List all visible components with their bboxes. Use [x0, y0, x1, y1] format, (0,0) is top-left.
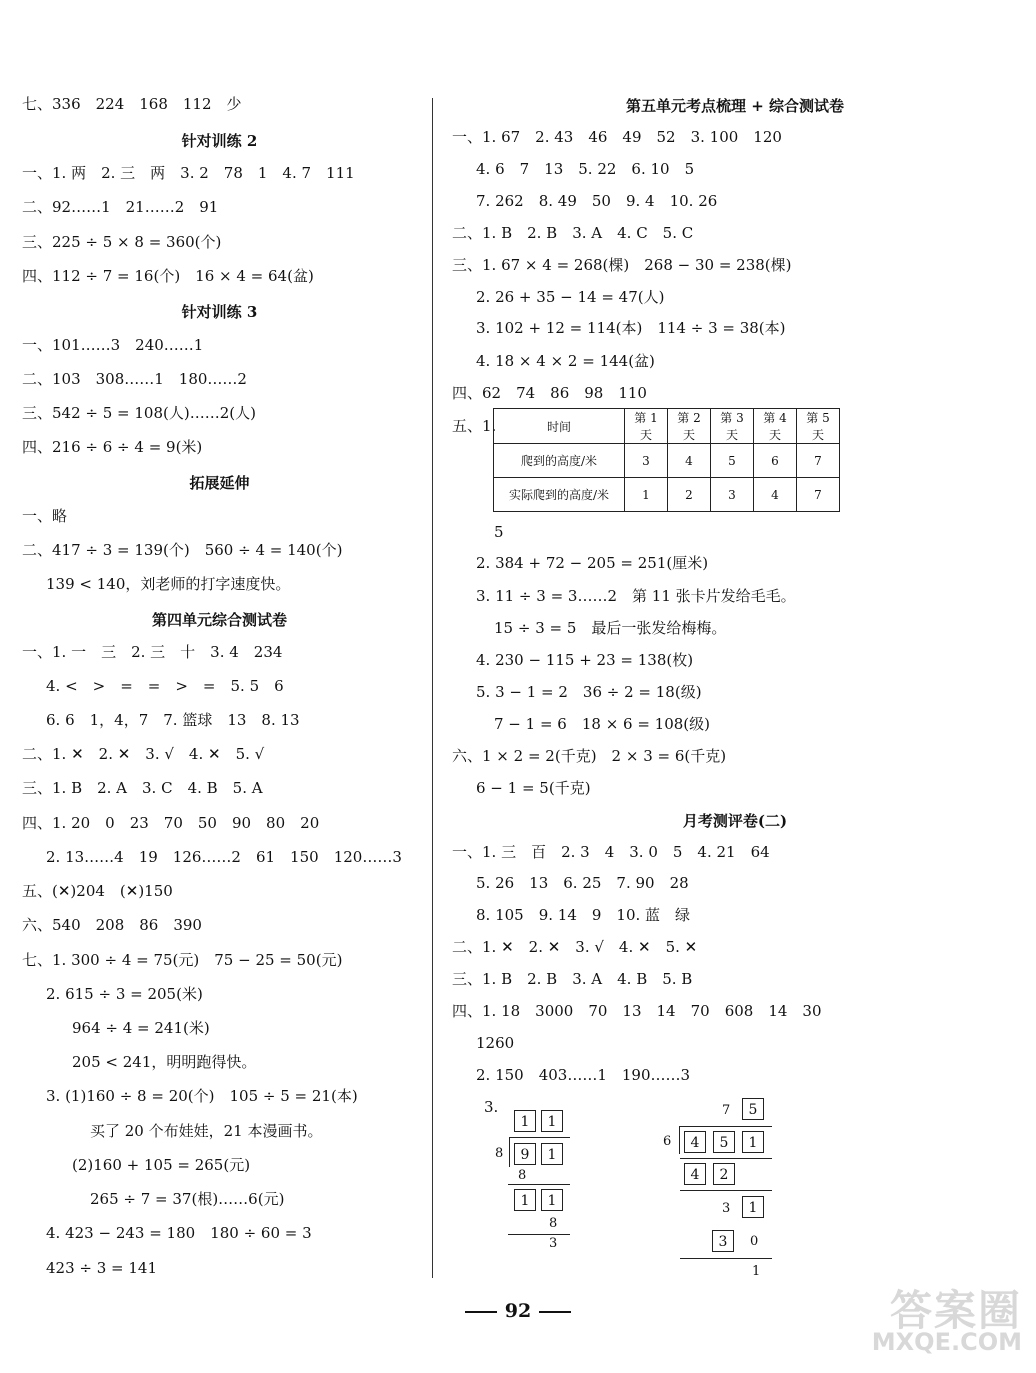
- answer-line: 4. 18 × 4 × 2 = 144(盆): [476, 352, 655, 370]
- answer-line: 5. 3 − 1 = 2 36 ÷ 2 = 18(级): [476, 683, 702, 701]
- answer-line: 四、216 ÷ 6 ÷ 4 = 9(米): [22, 438, 203, 456]
- product-digit: 0: [750, 1234, 759, 1249]
- section-title: 拓展延伸: [189, 474, 250, 492]
- table-cell: 7: [797, 444, 840, 478]
- table-row: [494, 478, 840, 512]
- divisor: 6: [663, 1134, 672, 1149]
- remainder-digit: 3: [722, 1201, 731, 1216]
- answer-line: 3. 11 ÷ 3 = 3……2 第 11 张卡片发给毛毛。: [476, 587, 796, 605]
- answer-line: 一、1. 一 三 2. 三 十 3. 4 234: [22, 643, 283, 661]
- product-box: 3: [712, 1230, 734, 1252]
- table-row: [494, 444, 840, 478]
- table-cell: 2: [668, 478, 711, 512]
- answer-line: 一、101……3 240……1: [22, 336, 204, 354]
- table-cell: 实际爬到的高度/米: [494, 478, 625, 512]
- answer-line: 4. 423 − 243 = 180 180 ÷ 60 = 3: [46, 1224, 312, 1242]
- answer-line: 205 < 241，明明跑得快。: [72, 1053, 257, 1071]
- answer-line: 一、1. 67 2. 43 46 49 52 3. 100 120: [452, 128, 782, 146]
- division-line: [508, 1234, 570, 1235]
- answer-line: 二、1. B 2. B 3. A 4. C 5. C: [452, 224, 694, 242]
- answer-line: 2. 150 403……1 190……3: [476, 1066, 691, 1084]
- climb-table: [493, 408, 840, 512]
- answer-line: 二、1. ✕ 2. ✕ 3. √ 4. ✕ 5. √: [22, 745, 265, 763]
- answer-line: 一、1. 三 百 2. 3 4 3. 0 5 4. 21 64: [452, 843, 770, 861]
- answer-line: 三、1. 67 × 4 = 268(棵) 268 − 30 = 238(棵): [452, 256, 792, 274]
- section-title: 针对训练 3: [181, 303, 258, 321]
- quotient-box: 5: [742, 1098, 764, 1120]
- answer-line: 964 ÷ 4 = 241(米): [72, 1019, 210, 1037]
- answer-line: 二、417 ÷ 3 = 139(个) 560 ÷ 4 = 140(个): [22, 541, 343, 559]
- remainder: 3: [549, 1236, 558, 1251]
- dividend-box: 5: [713, 1131, 735, 1153]
- answer-line: (2)160 + 105 = 265(元): [72, 1156, 251, 1174]
- answer-line: 3. (1)160 ÷ 8 = 20(个) 105 ÷ 5 = 21(本): [46, 1087, 358, 1105]
- answer-line: 139 < 140，刘老师的打字速度快。: [46, 575, 291, 593]
- section-title: 第五单元考点梳理 + 综合测试卷: [625, 97, 844, 115]
- table-cell: 5: [711, 444, 754, 478]
- section-title: 月考测评卷(二): [682, 812, 788, 830]
- column-divider: [432, 98, 433, 1278]
- dividend-box: 9: [514, 1143, 536, 1165]
- answer-line: 6 − 1 = 5(千克): [476, 779, 591, 797]
- answer-line: 7 − 1 = 6 18 × 6 = 108(级): [494, 715, 711, 733]
- answer-line: 2. 384 + 72 − 205 = 251(厘米): [476, 554, 709, 572]
- answer-line: 五、1.: [452, 417, 497, 435]
- table-cell: 4: [754, 478, 797, 512]
- answer-line: 二、103 308……1 180……2: [22, 370, 247, 388]
- watermark-logo: [840, 1278, 1030, 1368]
- dividend-box: 1: [742, 1131, 764, 1153]
- answer-line: 四、1. 18 3000 70 13 14 70 608 14 30: [452, 1002, 822, 1020]
- answer-line: 5. 26 13 6. 25 7. 90 28: [476, 874, 689, 892]
- table-header-row: [494, 409, 840, 444]
- page-number-dash: [465, 1311, 497, 1313]
- table-cell: 3: [711, 478, 754, 512]
- subtrahend: 8: [518, 1168, 527, 1183]
- answer-line: 8. 105 9. 14 9 10. 蓝 绿: [476, 906, 691, 924]
- answer-line: 四、62 74 86 98 110: [452, 384, 647, 402]
- table-header-cell: 第 2 天: [668, 409, 711, 444]
- table-cell: 1: [625, 478, 668, 512]
- dividend-box: 1: [541, 1143, 563, 1165]
- division-line: [508, 1184, 570, 1185]
- answer-line: 一、1. 两 2. 三 两 3. 2 78 1 4. 7 111: [22, 164, 355, 182]
- answer-line: 三、225 ÷ 5 × 8 = 360(个): [22, 233, 222, 251]
- subtrahend: 8: [549, 1216, 558, 1231]
- answer-line: 三、1. B 2. A 3. C 4. B 5. A: [22, 779, 263, 797]
- table-cell: 4: [668, 444, 711, 478]
- answer-line: 3.: [484, 1098, 499, 1116]
- answer-line: 7. 262 8. 49 50 9. 4 10. 26: [476, 192, 718, 210]
- product-box: 2: [713, 1163, 735, 1185]
- watermark-url: MXQE.COM: [871, 1328, 1022, 1356]
- division-bar: [680, 1126, 772, 1127]
- answer-line: 5: [494, 523, 504, 541]
- answer-line: 二、1. ✕ 2. ✕ 3. √ 4. ✕ 5. ✕: [452, 938, 698, 956]
- remainder-box: 1: [541, 1189, 563, 1211]
- answer-line: 4. < > = = > = 5. 5 6: [46, 677, 284, 695]
- answer-line: 1260: [476, 1034, 515, 1052]
- table-header-cell: 时间: [494, 409, 625, 444]
- answer-line: 一、略: [22, 507, 68, 525]
- answer-line: 6. 6 1，4，7 7. 篮球 13 8. 13: [46, 711, 300, 729]
- table-header-cell: 第 5 天: [797, 409, 840, 444]
- answer-line: 2. 13……4 19 126……2 61 150 120……3: [46, 848, 402, 866]
- answer-line: 六、1 × 2 = 2(千克) 2 × 3 = 6(千克): [452, 747, 727, 765]
- division-bracket: [509, 1137, 510, 1167]
- table-header-cell: 第 1 天: [625, 409, 668, 444]
- page-number-text: 92: [504, 1300, 532, 1322]
- answer-line: 265 ÷ 7 = 37(根)……6(元): [90, 1190, 285, 1208]
- division-bracket: [679, 1126, 680, 1154]
- answer-line: 六、540 208 86 390: [22, 916, 202, 934]
- answer-line: 买了 20 个布娃娃，21 本漫画书。: [90, 1122, 323, 1140]
- section-title: 第四单元综合测试卷: [151, 611, 287, 629]
- division-bar: [510, 1137, 570, 1138]
- answer-line: 2. 26 + 35 − 14 = 47(人): [476, 288, 665, 306]
- division-line: [680, 1190, 772, 1191]
- remainder: 1: [752, 1264, 761, 1279]
- product-box: 4: [684, 1163, 706, 1185]
- divisor: 8: [495, 1146, 504, 1161]
- table-cell: 爬到的高度/米: [494, 444, 625, 478]
- answer-line: 15 ÷ 3 = 5 最后一张发给梅梅。: [494, 619, 727, 637]
- answer-line: 三、542 ÷ 5 = 108(人)……2(人): [22, 404, 256, 422]
- table-cell: 3: [625, 444, 668, 478]
- dividend-box: 4: [684, 1131, 706, 1153]
- remainder-box: 1: [514, 1189, 536, 1211]
- section-title: 针对训练 2: [181, 132, 258, 150]
- table-header-cell: 第 4 天: [754, 409, 797, 444]
- answer-line: 3. 102 + 12 = 114(本) 114 ÷ 3 = 38(本): [476, 319, 786, 337]
- remainder-box: 1: [742, 1196, 764, 1218]
- answer-line: 七、1. 300 ÷ 4 = 75(元) 75 − 25 = 50(元): [22, 951, 343, 969]
- watermark-text: 答案圈: [889, 1286, 1022, 1335]
- answer-line: 423 ÷ 3 = 141: [46, 1259, 158, 1277]
- division-line: [680, 1258, 772, 1259]
- division-line: [680, 1158, 772, 1159]
- page-number-dash: [539, 1311, 571, 1313]
- table-header-cell: 第 3 天: [711, 409, 754, 444]
- answer-line: 七、336 224 168 112 少: [22, 95, 242, 113]
- table-cell: 7: [797, 478, 840, 512]
- answer-line: 4. 230 − 115 + 23 = 138(枚): [476, 651, 694, 669]
- answer-line: 二、92……1 21……2 91: [22, 198, 219, 216]
- quotient-box: 1: [541, 1110, 563, 1132]
- answer-line: 2. 615 ÷ 3 = 205(米): [46, 985, 203, 1003]
- answer-line: 三、1. B 2. B 3. A 4. B 5. B: [452, 970, 693, 988]
- answer-line: 四、1. 20 0 23 70 50 90 80 20: [22, 814, 320, 832]
- answer-line: 五、(✕)204 (✕)150: [22, 882, 173, 900]
- answer-line: 四、112 ÷ 7 = 16(个) 16 × 4 = 64(盆): [22, 267, 314, 285]
- quotient-box: 1: [514, 1110, 536, 1132]
- table-cell: 6: [754, 444, 797, 478]
- answer-line: 4. 6 7 13 5. 22 6. 10 5: [476, 160, 695, 178]
- quotient-digit: 7: [722, 1103, 731, 1118]
